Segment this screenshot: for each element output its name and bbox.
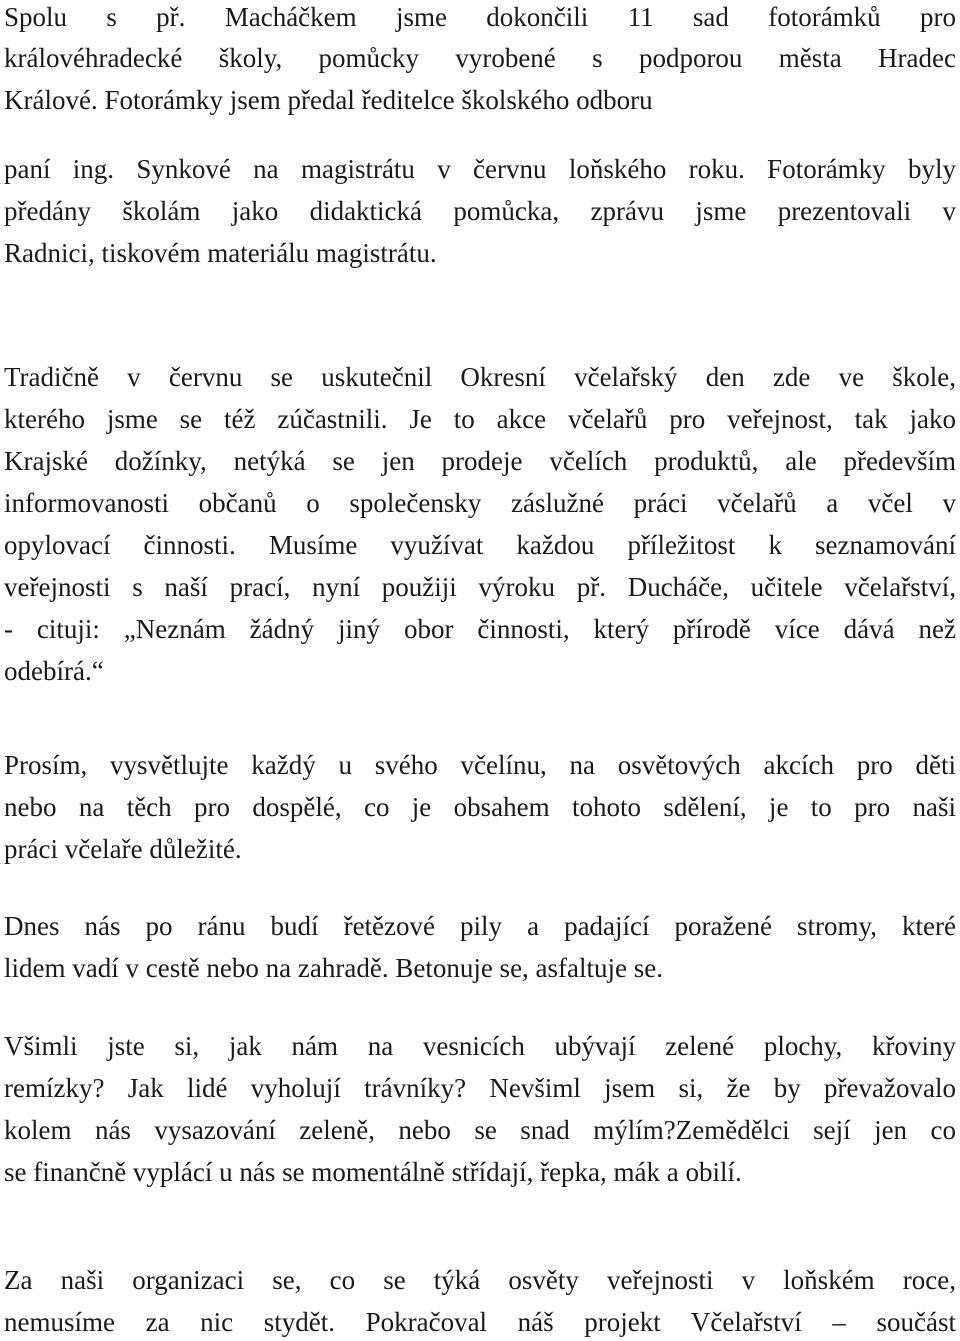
text-line: královéhradecké školy, pomůcky vyrobené s podporou města Hradec — [4, 43, 956, 73]
text-line: Radnici, tiskovém materiálu magistrátu. — [4, 238, 437, 268]
text-line: Všimli jste si, jak nám na vesnicích ubývají zelené plochy, křoviny — [4, 1031, 956, 1061]
text-line: lidem vadí v cestě nebo na zahradě. Betonuje se, asfaltuje se. — [4, 953, 663, 983]
text-line: paní ing. Synkové na magistrátu v červnu loňského roku. Fotorámky byly — [4, 154, 956, 184]
text-line: Za naši organizaci se, co se týká osvěty veřejnosti v loňském roce, — [4, 1265, 956, 1295]
text-line: Králové. Fotorámky jsem předal ředitelce školského odboru — [4, 85, 653, 115]
text-line: - cituji: „Neznám žádný jiný obor činnosti, který přírodě více dává než — [4, 614, 956, 644]
text-line: odebírá.“ — [4, 656, 104, 686]
text-line: opylovací činnosti. Musíme využívat každou příležitost k seznamování — [4, 530, 956, 560]
text-line: veřejnosti s naší prací, nyní použiji výroku př. Ducháče, učitele včelařství, — [4, 572, 956, 602]
text-line: Krajské dožínky, netýká se jen prodeje včelích produktů, ale především — [4, 446, 956, 476]
text-line: remízky? Jak lidé vyholují trávníky? Nevšiml jsem si, že by převažovalo — [4, 1073, 956, 1103]
text-line: informovanosti občanů o společensky záslužné práci včelařů a včel v — [4, 488, 956, 518]
text-line: Prosím, vysvětlujte každý u svého včelínu, na osvětových akcích pro děti — [4, 750, 956, 780]
text-line: Tradičně v červnu se uskutečnil Okresní včelařský den zde ve škole, — [4, 362, 956, 392]
text-line: Spolu s př. Macháčkem jsme dokončili 11 sad fotorámků pro — [4, 2, 956, 32]
text-line: práci včelaře důležité. — [4, 834, 242, 864]
text-line: nemusíme za nic stydět. Pokračoval náš projekt Včelařství – součást — [4, 1307, 956, 1337]
text-line: kterého jsme se též zúčastnili. Je to akce včelařů pro veřejnost, tak jako — [4, 404, 956, 434]
text-line: předány školám jako didaktická pomůcka, zprávu jsme prezentovali v — [4, 196, 956, 226]
text-line: se finančně vyplácí u nás se momentálně střídají, řepka, mák a obilí. — [4, 1157, 742, 1187]
text-line: nebo na těch pro dospělé, co je obsahem tohoto sdělení, je to pro naši — [4, 792, 956, 822]
text-line: Dnes nás po ránu budí řetězové pily a padající poražené stromy, které — [4, 911, 956, 941]
text-line: kolem nás vysazování zeleně, nebo se snad mýlím?Zemědělci sejí jen co — [4, 1115, 956, 1145]
